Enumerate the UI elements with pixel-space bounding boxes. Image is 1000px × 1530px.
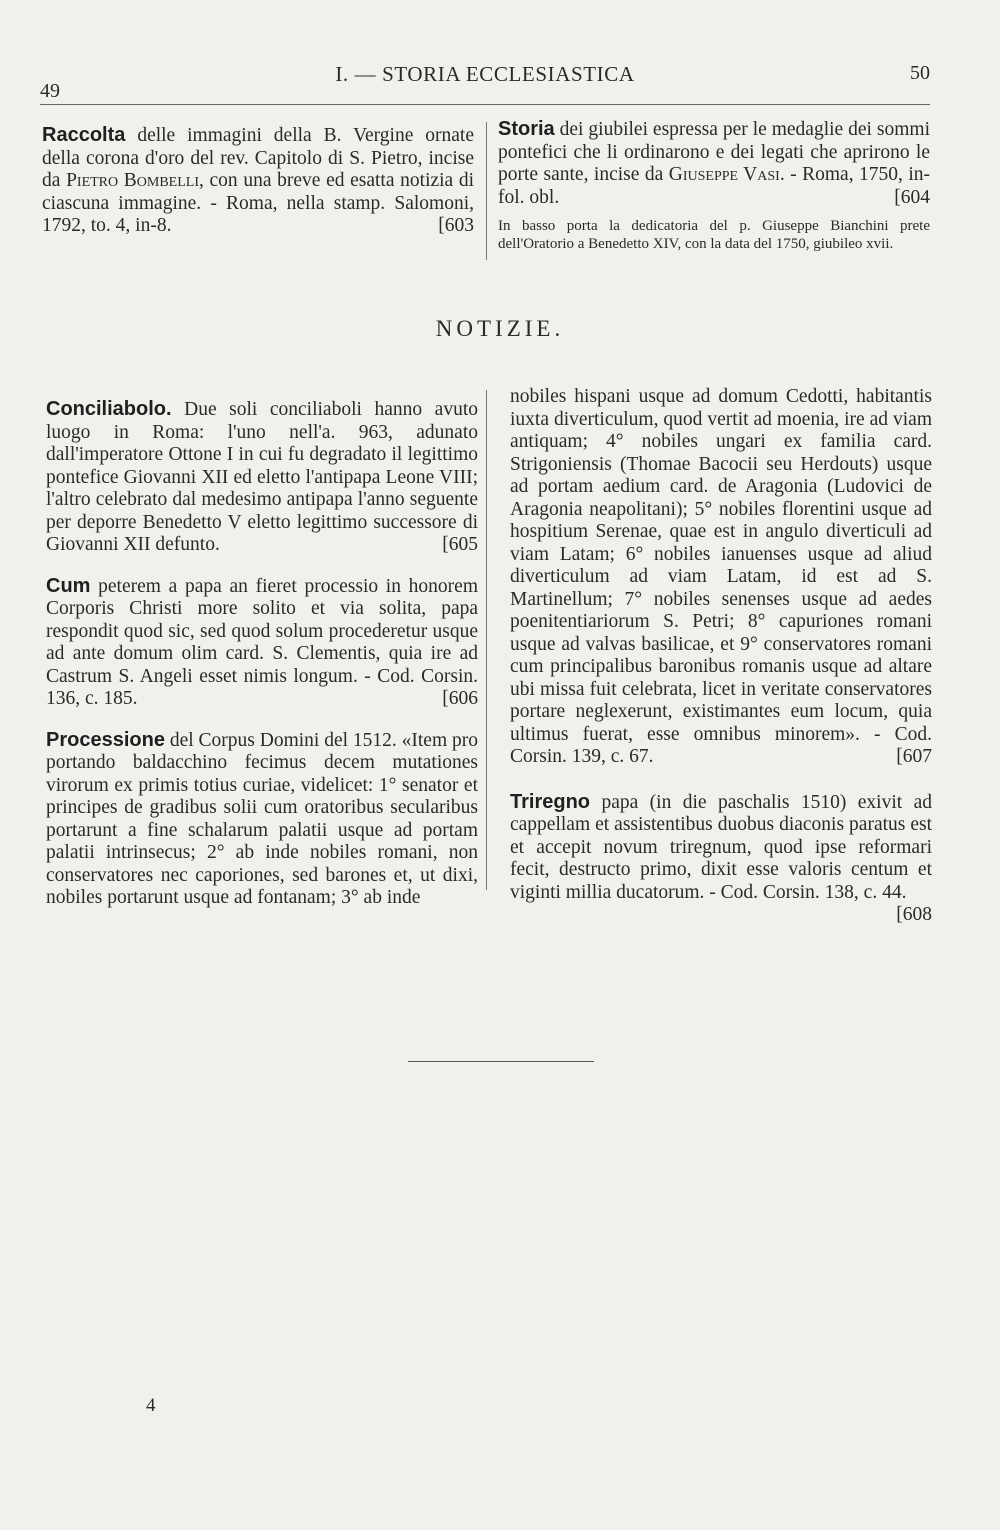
right-page-number: 50 (910, 62, 930, 84)
notizie-column-divider (486, 390, 487, 890)
header-rule (40, 104, 930, 105)
entry-text-end: , con una breve ed esatta notizia di ciascuna immagine. - Roma, nella stamp. Salomoni, 1792, to. 4, in-8. (42, 170, 475, 236)
entry-text: delle immagini della B. Vergine ornate della corona d'oro del rev. Capitolo di S. Pietro, incise da (42, 125, 475, 191)
entry-text: papa (in die paschalis 1510) exivit ad cappellam et assistentibus duobus diaconis paratus est et accepit novum triregnum, quod ipse reformari fecit, destructo primo, dixit esse valoris centum et viginti millia ducatorum. - Cod. Corsin. 138, c. 44. (510, 791, 932, 903)
notizie-left-column (46, 398, 478, 928)
entry-reference: [605 (442, 534, 478, 555)
entry-607-start (46, 729, 478, 910)
entry-text: del Corpus Domini del 1512. «Item pro portando baldacchino fecimus decem mutationes virorum ex primis totius curiae, videlicet: 1° senator et principes de gradibus solii cum oratoribus secularibus portarunt a fine schalarum palatii usque ad portam palatii intrinsecus; 2° ab inde nobiles romani, non conservatores nec caporiones, sed barones et, ut dixi, nobiles portarunt usque ad fontanam; 3° ab inde (46, 729, 479, 908)
entry-603 (42, 124, 474, 238)
entry-text: Due soli conciliaboli hanno avuto luogo in Roma: l'uno nell'a. 963, adunato dall'imperatore Ottone I in cui fu degradato il legittimo pontefice Giovanni XII ed eletto l'antipapa Leone VIII; l'altro celebrato dal medesimo antipapa l'anno seguente per deporre Benedetto V eletto legittimo successore di Giovanni XII defunto. (46, 399, 478, 555)
entry-reference: [603 (438, 215, 474, 236)
entry-606 (46, 575, 478, 711)
entry-keyword: Cum (46, 574, 91, 597)
top-right-column (498, 118, 930, 271)
entry-text: peterem a papa an fieret processio in honorem Corporis Christi more solito et via solita, papa respondit quod sic, sed quod solum procederetur usque ad ante domum olim card. S. Clementis, quia ire ad Castrum S. Angeli esset nimis longum. - Cod. Corsin. 136, c. 185. (46, 575, 478, 709)
left-page-number: 49 (40, 80, 60, 102)
top-column-divider (486, 122, 487, 260)
entry-reference: [608 (896, 904, 932, 925)
entry-keyword: Processione (46, 728, 165, 751)
top-left-column (42, 124, 474, 256)
running-head (40, 62, 930, 102)
entry-608 (510, 790, 932, 925)
entry-keyword: Raccolta (42, 124, 126, 146)
entry-605 (46, 398, 478, 557)
entry-text-end: . - Roma, 1750, in-fol. obl. (498, 164, 931, 208)
folio-number: 4 (146, 1395, 156, 1416)
entry-author: Pietro Bombelli (66, 170, 199, 191)
entry-reference: [604 (894, 186, 930, 208)
entry-reference: [606 (442, 688, 478, 709)
end-rule (408, 1061, 594, 1062)
section-title: NOTIZIE. (435, 316, 565, 341)
running-title: I. — STORIA ECCLESIASTICA (335, 62, 635, 86)
entry-author: Giuseppe Vasi (668, 164, 780, 185)
entry-keyword: Storia (498, 118, 555, 140)
entry-text: nobiles hispani usque ad domum Cedotti, habitantis iuxta diverticulum, quod vertit ad moenia, ire ad viam antiquam; 4° nobiles ungari ex familia card. Strigoniensis (Thomae Bacocii seu Herdouts) usque ad portam aedium card. de Aragonia (Ludovici de Aragonia neapolitani); 5° nobiles florentini usque ad hospitium Serenae, quae est in angulo diverticuli ad viam Latam; 6° nobiles ianuenses usque ad aliud diverticulum ad viam Latam, id est ad S. Martinellum; 7° nobiles senenses usque ad aedes poenitentiariorum S. Petri; 8° capuriones romani usque ad valvas basilicae, et 9° conservatores romani cum principalibus baronibus romanis usque ad altare ubi missa fuit celebrata, licet in veritate conservatores portare neglexerunt, existimantes eum locum, quia ultimus fuerat, esse omnibus minorem». - Cod. Corsin. 139, c. 67. (510, 386, 932, 767)
entry-keyword: Conciliabolo. (46, 398, 172, 420)
notizie-right-column (510, 386, 932, 927)
entry-keyword: Triregno (510, 790, 591, 813)
entry-604 (498, 118, 930, 253)
entry-text: dei giubilei espressa per le medaglie dei sommi pontefici che li ordinarono e dei legati che aprirono le porte sante, incise da (498, 119, 930, 185)
entry-note: In basso porta la dedicatoria del p. Giuseppe Bianchini prete dell'Oratorio a Benedetto XIV, con la data del 1750, giubileo xvii. (498, 218, 930, 252)
entry-607-continued (510, 386, 932, 769)
entry-reference: [607 (896, 746, 932, 767)
